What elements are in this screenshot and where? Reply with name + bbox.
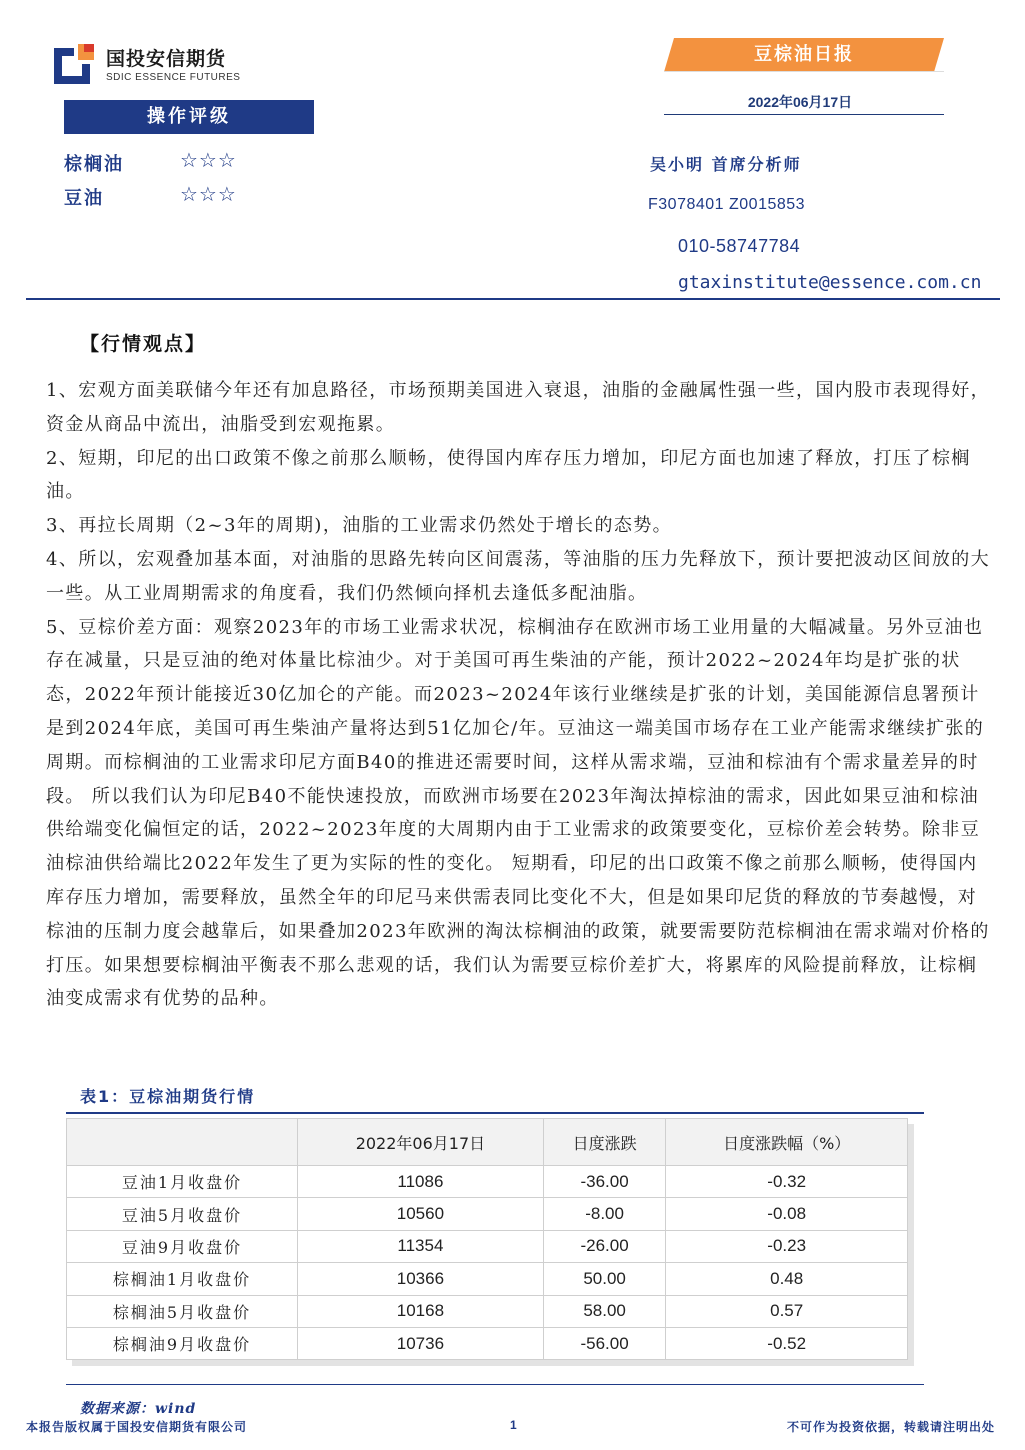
table-cell: 豆油1月收盘价 — [67, 1166, 298, 1198]
analyst-phone: 010-58747784 — [678, 236, 801, 256]
table-cell: -0.23 — [666, 1230, 908, 1262]
report-title: 豆棕油日报 — [754, 44, 854, 65]
paragraph: 4、所以，宏观叠加基本面，对油脂的思路先转向区间震荡，等油脂的压力先释放下，预计要把波动区间放的大一些。从工业周期需求的角度看，我们仍然倾向择机去逢低多配油脂。 — [46, 548, 991, 604]
table-cell: 11086 — [298, 1166, 544, 1198]
table-cell: 0.57 — [666, 1295, 908, 1327]
analyst-license-ids: F3078401 Z0015853 — [648, 196, 806, 213]
date-divider — [664, 114, 944, 115]
table-cell: -0.32 — [666, 1166, 908, 1198]
header-divider — [26, 298, 1000, 300]
report-date: 2022年06月17日 — [747, 94, 853, 110]
table-title: 表1：豆棕油期货行情 — [80, 1087, 256, 1106]
futures-quote-table — [66, 1118, 908, 1360]
page-number: 1 — [510, 1418, 517, 1432]
table-row — [67, 1295, 908, 1327]
table-cell: 58.00 — [543, 1295, 666, 1327]
table-row — [67, 1327, 908, 1359]
column-header: 日度涨跌 — [543, 1119, 666, 1166]
footer-divider — [66, 1384, 924, 1385]
table-cell: 豆油9月收盘价 — [67, 1230, 298, 1262]
table-cell: 10366 — [298, 1263, 544, 1295]
column-header — [67, 1119, 298, 1166]
table-cell: -36.00 — [543, 1166, 666, 1198]
table-cell: -56.00 — [543, 1327, 666, 1359]
column-header: 日度涨跌幅（%） — [666, 1119, 908, 1166]
table-cell: 10560 — [298, 1198, 544, 1230]
table-cell: 50.00 — [543, 1263, 666, 1295]
analyst-name: 吴小明 首席分析师 — [650, 155, 802, 174]
table-cell: 0.48 — [666, 1263, 908, 1295]
rating-name: 豆油 — [64, 188, 104, 209]
table-row — [67, 1198, 908, 1230]
table-cell: -26.00 — [543, 1230, 666, 1262]
rating-header: 操作评级 — [64, 100, 314, 134]
logo-company-name: 国投安信期货 — [106, 48, 227, 70]
table-row — [67, 1263, 908, 1295]
table-cell: 棕榈油9月收盘价 — [67, 1327, 298, 1359]
rating-row-palm-oil — [64, 150, 324, 176]
footer-copyright: 本报告版权属于国投安信期货有限公司 — [26, 1420, 248, 1434]
table-cell: 11354 — [298, 1230, 544, 1262]
table-row — [67, 1166, 908, 1198]
rating-stars: ☆☆☆ — [180, 148, 237, 172]
rating-name: 棕榈油 — [64, 154, 124, 175]
table-cell: 10168 — [298, 1295, 544, 1327]
footer-disclaimer: 不可作为投资依据，转载请注明出处 — [786, 1420, 995, 1434]
table-cell: -8.00 — [543, 1198, 666, 1230]
table-cell: 豆油5月收盘价 — [67, 1198, 298, 1230]
paragraph: 5、豆棕价差方面：观察2023年的市场工业需求状况，棕榈油存在欧洲市场工业用量的大幅减量。另外豆油也存在减量，只是豆油的绝对体量比棕油少。对于美国可再生柴油的产能，预计2022~2024年均是扩张的状态，2022年预计能接近30亿加仑的产能。而2023~2024年该行业继续是扩张的计划，美国能源信息署预计是到2024年底，美国可再生柴油产量将达到51亿加仑/年。豆油这一端美国市场存在工业产能需求继续扩张的周期。而棕榈油的工业需求印尼方面B40的推进还需要时间，这样从需求端，豆油和棕油有个需求量差异的时段。 所以我们认为印尼B40不能快速投放，而欧洲市场要在2023年淘汰掉棕油的需求，因此如果豆油和棕油供给端变化偏恒定的话，2022~2023年度的大周期内由于工业需求的政策要变化，豆棕价差会转势。除非豆油棕油供给端比2022年发生了更为实际的性的变化。 短期看，印尼的出口政策不像之前那么顺畅，使得国内库存压力增加，需要释放，虽然全年的印尼马来供需表同比变化不大，但是如果印尼货的释放的节奏越慢，对棕油的压制力度会越靠后，如果叠加2023年欧洲的淘汰棕榈油的政策，就要需要防范棕榈油在需求端对价格的打压。如果想要棕榈油平衡表不那么悲观的话，我们认为需要豆棕价差扩大，将累库的风险提前释放，让棕榈油变成需求有优势的品种。 — [46, 616, 990, 1010]
rating-row-soybean-oil — [64, 184, 324, 210]
table-row — [67, 1230, 908, 1262]
logo-company-name-en: SDIC ESSENCE FUTURES — [106, 72, 241, 83]
market-view-body — [46, 374, 992, 1016]
paragraph: 1、宏观方面美联储今年还有加息路径，市场预期美国进入衰退，油脂的金融属性强一些，国内股市表现得好，资金从商品中流出，油脂受到宏观拖累。 — [46, 380, 991, 435]
table-cell: -0.08 — [666, 1198, 908, 1230]
table-header-row — [67, 1119, 908, 1166]
table-cell: 棕榈油1月收盘价 — [67, 1263, 298, 1295]
column-header: 2022年06月17日 — [298, 1119, 544, 1166]
section-title: 【行情观点】 — [80, 333, 207, 355]
rating-stars: ☆☆☆ — [180, 182, 237, 206]
company-logo-icon — [54, 42, 96, 84]
paragraph: 3、再拉长周期（2~3年的周期)，油脂的工业需求仍然处于增长的态势。 — [46, 515, 673, 537]
paragraph: 2、短期，印尼的出口政策不像之前那么顺畅，使得国内库存压力增加，印尼方面也加速了释放，打压了棕榈油。 — [46, 447, 971, 503]
table-cell: -0.52 — [666, 1327, 908, 1359]
table-divider — [66, 1112, 924, 1114]
data-source-note: 数据来源：wind — [80, 1401, 197, 1417]
analyst-email-link[interactable]: gtaxinstitute@essence.com.cn — [678, 272, 982, 293]
table-cell: 棕榈油5月收盘价 — [67, 1295, 298, 1327]
table-cell: 10736 — [298, 1327, 544, 1359]
